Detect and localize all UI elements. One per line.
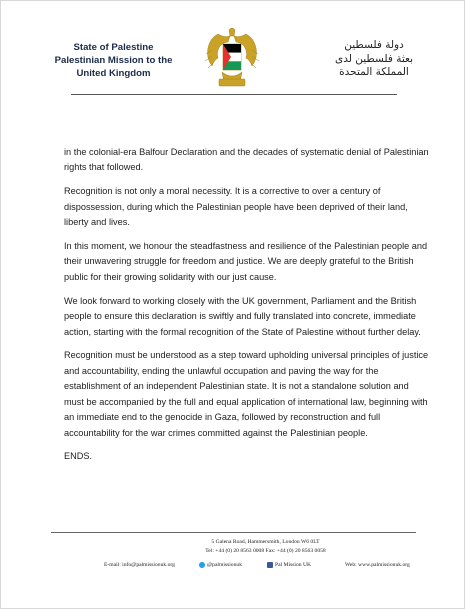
statement-paragraph: in the colonial-era Balfour Declaration and the decades of systematic denial of Palestinian rights that followed.	[64, 147, 429, 173]
footer-contacts	[104, 562, 434, 572]
statement-paragraph: In this moment, we honour the steadfastness and resilience of the Palestinian people and their unwavering struggle for freedom and justice. We are deeply grateful to the British public for their growing solidarity with our just cause.	[64, 241, 428, 282]
footer-twitter[interactable]	[199, 562, 242, 568]
mission-name-english	[41, 41, 186, 80]
footer-address-block	[1, 538, 465, 555]
mission-name-english-line: State of Palestine	[73, 42, 154, 53]
footer-phone-fax: Tel: +44 (0) 20 8563 0008 Fax: +44 (0) 20 8563 0058	[205, 547, 326, 554]
facebook-icon	[267, 562, 273, 568]
footer-divider	[51, 532, 416, 533]
statement-body	[64, 145, 430, 473]
statement-paragraph: Recognition is not only a moral necessity. It is a corrective to over a century of dispossession, during which the Palestinian people have been deprived of their land, liberty and lives.	[64, 186, 408, 228]
statement-paragraph: Recognition must be understood as a step toward upholding universal principles of justice and accountability, ending the unlawful occupation and paving the way for the establishment of an independent Palestinian state. It is not a standalone solution and must be accompanied by the full and equal application of international law, beginning with an immediate end to the genocide in Gaza, followed by reconstruction and full accountability for the war crimes committed against the Palestinian people.	[64, 350, 429, 438]
mission-name-arabic-line: المملكة المتحدة	[339, 66, 409, 78]
mission-name-english-line: United Kingdom	[76, 68, 151, 79]
footer-address: 5 Galena Road, Hammersmith, London W6 0LT	[211, 539, 320, 545]
footer-twitter-handle: @palmissionuk	[207, 562, 242, 568]
palestine-eagle-emblem-icon	[202, 24, 262, 90]
header-divider	[71, 94, 397, 95]
footer-website[interactable]: Web: www.palmissionuk.org	[345, 562, 410, 568]
twitter-icon	[199, 562, 205, 568]
mission-name-arabic	[319, 39, 429, 80]
mission-name-english-line: Palestinian Mission to the	[54, 55, 173, 66]
footer-facebook-name: Pal Mission UK	[275, 562, 312, 568]
statement-paragraph: We look forward to working closely with the UK government, Parliament and the British people to ensure this declaration is swiftly and fully translated into concrete, immediate action, starting with the formal recognition of the State of Palestine without further delay.	[64, 295, 421, 337]
letterhead-header	[1, 1, 465, 101]
footer-facebook[interactable]	[267, 562, 311, 568]
mission-name-arabic-line: بعثة فلسطين لدى	[334, 52, 414, 65]
footer-email[interactable]: E-mail: info@palmissionuk.org	[104, 562, 175, 568]
statement-ends: ENDS.	[64, 451, 93, 462]
mission-name-arabic-line: دولة فلسطين	[344, 39, 404, 51]
